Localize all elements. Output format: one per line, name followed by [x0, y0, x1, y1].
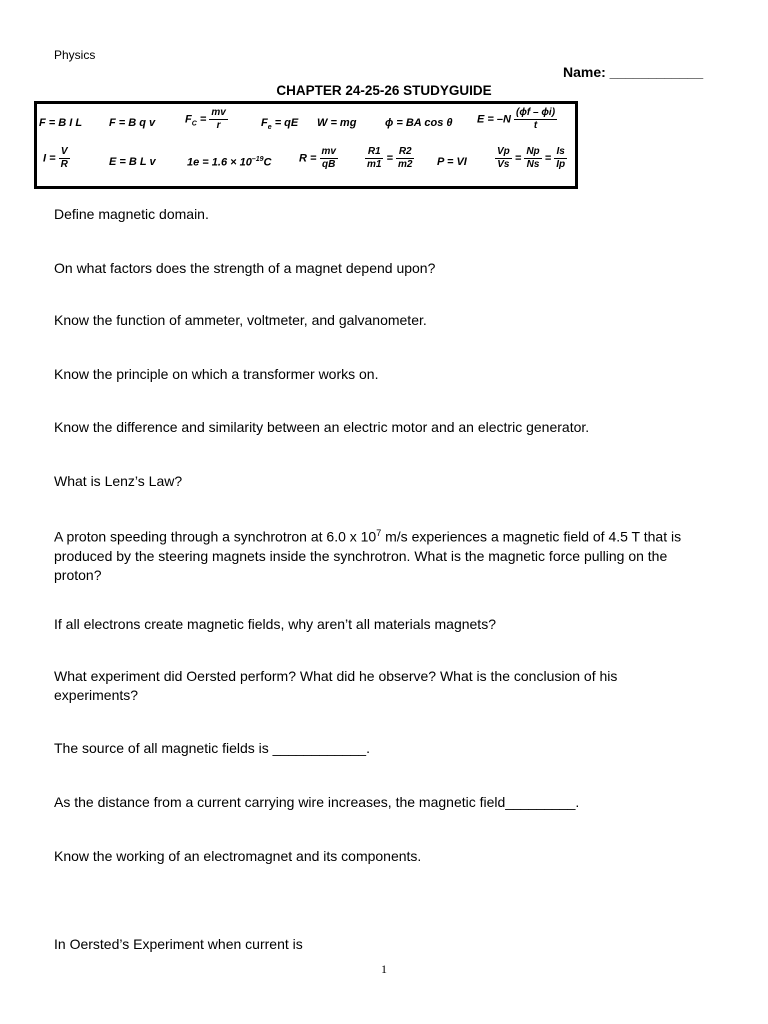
page-title: CHAPTER 24-25-26 STUDYGUIDE [276, 83, 492, 98]
page-number: 1 [381, 962, 387, 976]
question-2: On what factors does the strength of a magnet depend upon? [54, 260, 436, 276]
question-10: The source of all magnetic fields is ____________. [54, 740, 370, 756]
formula-force-charge: F = B q v [109, 117, 156, 129]
formula-mass-spectrometer: $\frac{R1}{m1}$ = $\frac{R2}{m2}$ [367, 146, 413, 170]
question-5: Know the difference and similarity between an electric motor and an electric generator. [54, 419, 590, 435]
formula-weight: W = mg [317, 117, 357, 129]
formula-transformer: $\frac{Vp}{Vs}$ = $\frac{Np}{Ns}$ = $\frac{Is}{Ip}$ [497, 146, 566, 170]
formula-power: P = VI [437, 156, 467, 168]
subject-label: Physics [54, 48, 96, 62]
formula-electric-force: $F_e$ = qE [261, 117, 299, 132]
formula-elementary-charge: $1e = 1.6 \times 10^{-19}C$ [187, 156, 272, 169]
formula-centripetal: $F_C$ = $\frac{mv}{r}$ [185, 107, 226, 131]
formula-motional-emf: E = B L v [109, 156, 156, 168]
formula-radius: R = $\frac{mv}{qB}$ [299, 146, 336, 170]
question-1: Define magnetic domain. [54, 206, 209, 222]
question-11: As the distance from a current carrying wire increases, the magnetic field_________. [54, 794, 580, 810]
question-8: If all electrons create magnetic fields, why aren’t all materials magnets? [54, 616, 496, 632]
formula-ohm: I = $\frac{V}{R}$ [43, 146, 68, 170]
question-4: Know the principle on which a transformer works on. [54, 366, 379, 382]
formula-emf: E = –N $\frac{(\phi f - \phi i)}{t}$ [477, 107, 556, 131]
formula-box [34, 101, 578, 189]
question-6: What is Lenz’s Law? [54, 473, 183, 489]
question-7: A proton speeding through a synchrotron at 6.0 x $10^7$ m/s experiences a magnetic field of 4.5 T that is produced by the steering magnets inside the synchrotron. What is the magnetic force pulling on the proton? [54, 528, 682, 583]
question-3: Know the function of ammeter, voltmeter, and galvanometer. [54, 312, 427, 328]
question-9: What experiment did Oersted perform? What did he observe? What is the conclusion of his experiments? [54, 668, 618, 703]
question-13: In Oersted’s Experiment when current is [54, 936, 303, 952]
formula-flux: ϕ = BA cos θ [385, 117, 453, 129]
question-12: Know the working of an electromagnet and its components. [54, 848, 422, 864]
name-field-label: Name: ____________ [563, 64, 704, 80]
formula-force-current: F = B I L [39, 117, 83, 129]
